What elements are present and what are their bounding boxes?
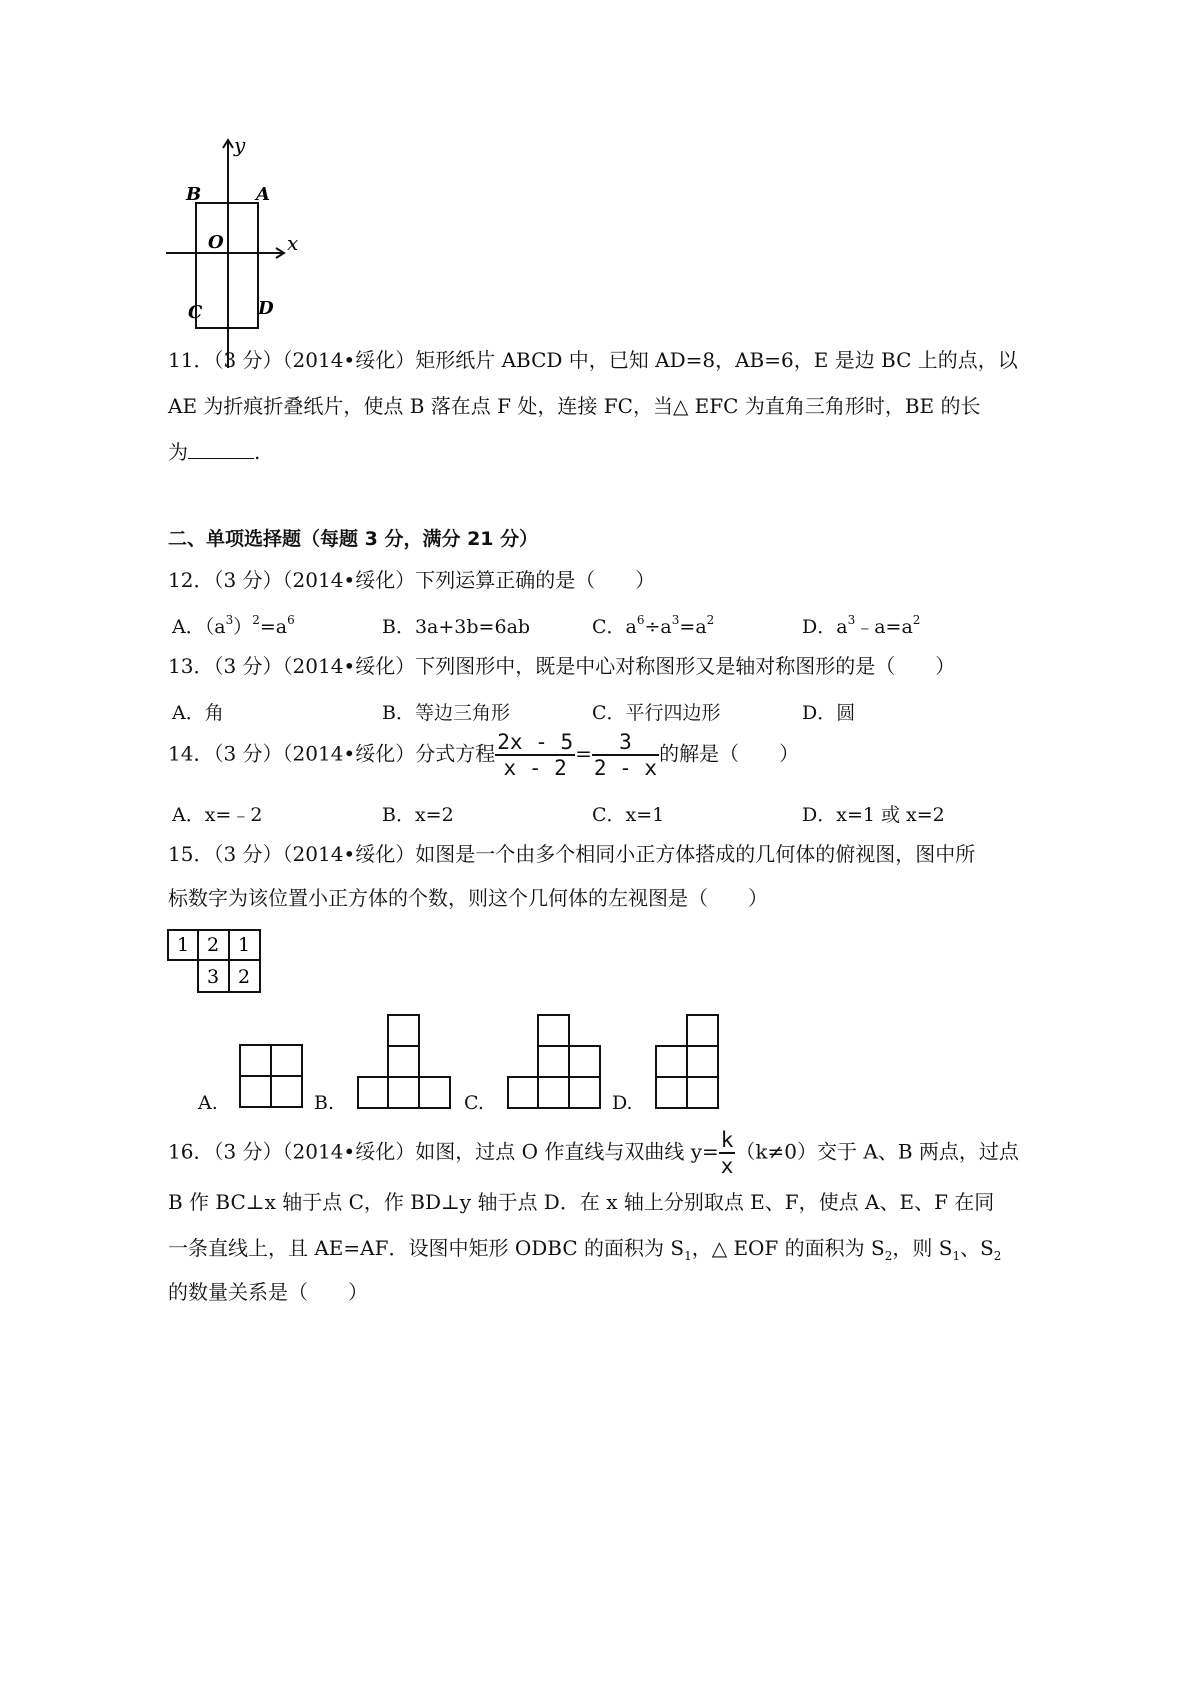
q14-equals: = xyxy=(575,741,592,766)
q11-line2: AE 为折痕折叠纸片，使点 B 落在点 F 处，连接 FC，当△ EFC 为直角三角形时，BE 的长 xyxy=(168,394,981,418)
q14-fraction-1-den: x - 2 xyxy=(503,756,567,780)
q15-option-d-label: D. xyxy=(612,1092,633,1114)
origin-label: O xyxy=(208,232,224,253)
q15-line2: 标数字为该位置小正方体的个数，则这个几何体的左视图是（ ） xyxy=(168,886,768,910)
q12-option-a: A．$(a^3)^2=a^6$ xyxy=(172,612,295,638)
q16-line1 xyxy=(168,1128,1019,1178)
q15-option-a-figure xyxy=(238,1043,306,1111)
q14-fraction-2-num: 3 xyxy=(592,730,659,756)
q16-fraction-den: x xyxy=(720,1154,734,1178)
q16-line1-suffix: （k≠0）交于 A、B 两点，过点 xyxy=(735,1139,1019,1164)
q12-option-b-label: B． xyxy=(382,616,415,638)
q14-option-d: D．x=1 或 x=2 xyxy=(802,804,945,826)
q13-option-c: C．平行四边形 xyxy=(592,702,721,724)
q16-s1-subscript: 1 xyxy=(952,1249,961,1263)
point-label-d: D xyxy=(258,298,274,319)
q14-fraction-2-den: 2 - x xyxy=(593,756,658,780)
q16-line3-part3: ，则 S xyxy=(892,1236,953,1260)
q12-option-d-label: D． xyxy=(802,616,837,638)
top-view-cell: 2 xyxy=(207,934,220,956)
q14-stem-suffix: 的解是（ ） xyxy=(659,741,800,766)
q14-option-c: C．x=1 xyxy=(592,804,665,826)
q16-line4: 的数量关系是（ ） xyxy=(168,1280,368,1304)
q13-option-a: A．角 xyxy=(172,702,224,724)
q11-line3-prefix: 为 xyxy=(168,440,188,464)
q12-option-c-label: C． xyxy=(592,616,626,638)
q16-s2-subscript: 2 xyxy=(993,1249,1002,1263)
q14-option-a: A．x=﹣2 xyxy=(172,804,263,826)
point-label-b: B xyxy=(186,184,202,205)
section-heading: 二、单项选择题（每题 3 分，满分 21 分） xyxy=(168,528,539,550)
q14-fraction-2 xyxy=(592,730,659,780)
q13-option-d: D．圆 xyxy=(802,702,856,724)
q16-line3 xyxy=(168,1234,1001,1262)
q14-fraction-1 xyxy=(495,730,575,780)
q16-line2: B 作 BC⊥x 轴于点 C，作 BD⊥y 轴于点 D．在 x 轴上分别取点 E、F，使点 A、E、F 在同 xyxy=(168,1190,995,1214)
q12-option-c: C．$a^6\div a^3=a^2$ xyxy=(592,612,715,638)
q14-stem-prefix: 14．（3 分）（2014•绥化）分式方程 xyxy=(168,741,496,766)
q16-fraction xyxy=(719,1128,736,1178)
q16-s1-subscript: 1 xyxy=(684,1249,692,1263)
q16-line3-part2: ，△ EOF 的面积为 S xyxy=(691,1236,885,1260)
q15-option-c-figure xyxy=(506,1013,606,1111)
point-label-c: C xyxy=(188,302,203,323)
q15-option-b-label: B. xyxy=(314,1092,335,1114)
q11-line1: 11．（3 分）（2014•绥化）矩形纸片 ABCD 中，已知 AD=8，AB=6，E 是边 BC 上的点，以 xyxy=(168,348,1018,372)
axis-label-x: x xyxy=(287,231,299,255)
q15-option-a-label: A. xyxy=(198,1092,218,1114)
q15-option-c-label: C. xyxy=(464,1092,484,1114)
q13-option-b: B．等边三角形 xyxy=(382,702,510,724)
axis-label-y: y xyxy=(234,133,246,157)
q15-line1: 15．（3 分）（2014•绥化）如图是一个由多个相同小正方体搭成的几何体的俯视图，图中所 xyxy=(168,842,976,866)
q11-line3 xyxy=(168,438,260,466)
q11-line3-suffix: . xyxy=(254,440,261,464)
q12-stem: 12．（3 分）（2014•绥化）下列运算正确的是（ ） xyxy=(168,568,656,592)
q12-option-d: D．$a^3﹣a=a^2$ xyxy=(802,612,921,638)
rectangle-coordinate-figure xyxy=(160,130,320,370)
q12-option-a-label: A． xyxy=(172,616,205,638)
top-view-cell: 3 xyxy=(207,966,220,988)
q14-fraction-1-num: 2x - 5 xyxy=(497,730,574,754)
q16-line1-prefix: 16．（3 分）（2014•绥化）如图，过点 O 作直线与双曲线 y= xyxy=(168,1139,719,1164)
q14-option-b: B．x=2 xyxy=(382,804,454,826)
q16-fraction-num: k xyxy=(720,1128,734,1152)
top-view-grid xyxy=(166,928,266,996)
q16-line3-part4: 、S xyxy=(960,1236,994,1260)
answer-blank xyxy=(188,440,254,459)
q15-option-d-figure xyxy=(654,1013,722,1111)
q12-option-b-text: 3a+3b=6ab xyxy=(414,616,531,638)
top-view-cell: 2 xyxy=(238,966,251,988)
q14-stem xyxy=(168,730,799,780)
top-view-cell: 1 xyxy=(177,934,190,956)
q13-stem: 13．（3 分）（2014•绥化）下列图形中，既是中心对称图形又是轴对称图形的是（ ） xyxy=(168,654,956,678)
q12-option-b xyxy=(382,612,530,639)
point-label-a: A xyxy=(256,184,270,205)
top-view-cell: 1 xyxy=(238,934,251,956)
q16-line3-part1: 一条直线上，且 AE=AF．设图中矩形 ODBC 的面积为 S xyxy=(168,1236,685,1260)
q15-option-b-figure xyxy=(356,1013,456,1111)
q16-s2-subscript: 2 xyxy=(884,1249,893,1263)
